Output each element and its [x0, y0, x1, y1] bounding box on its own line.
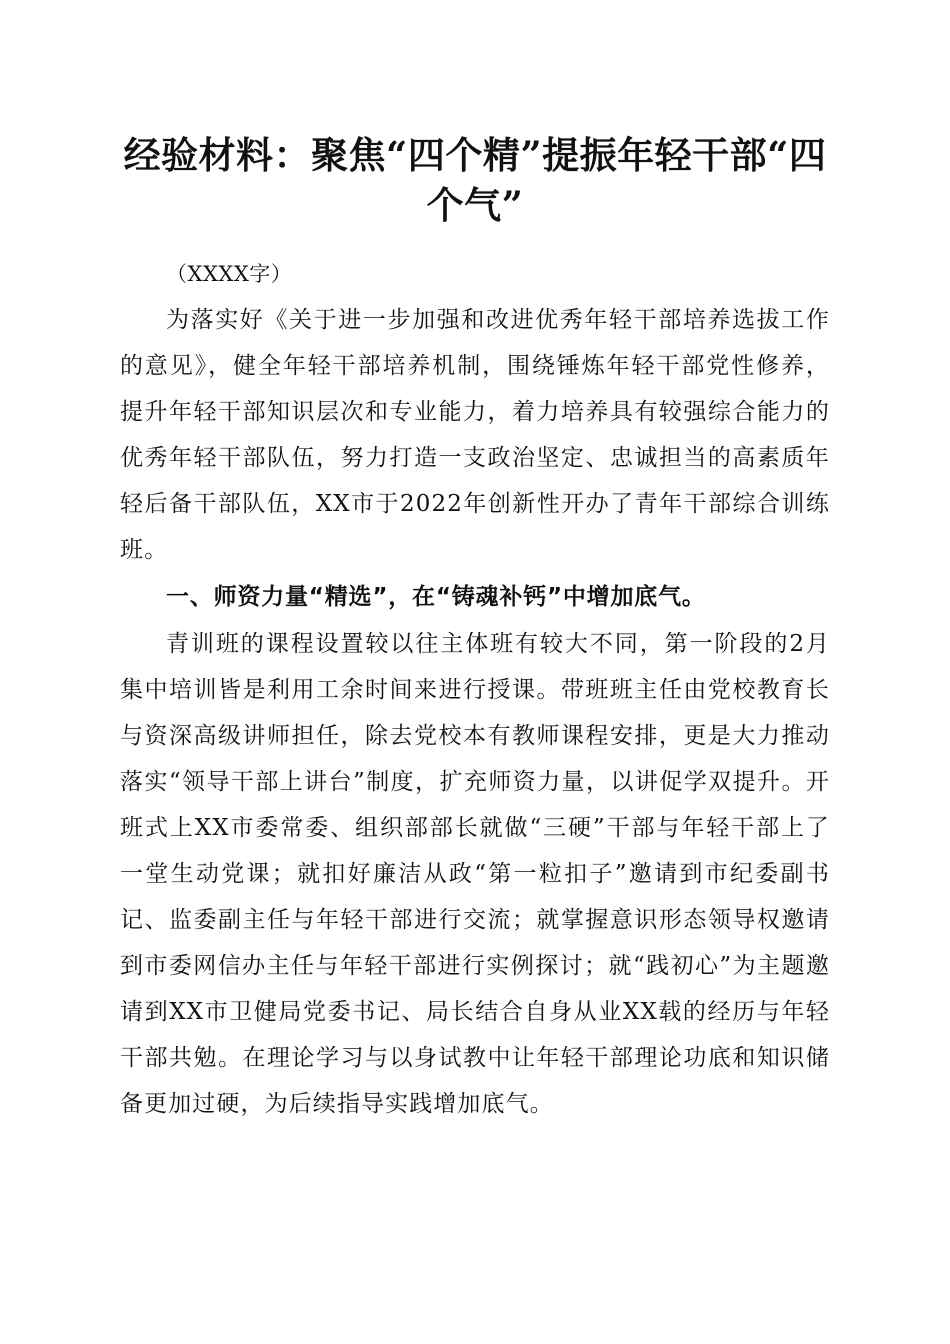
- word-count-note: （XXXX字）: [166, 262, 293, 286]
- document-body: [120, 251, 830, 1127]
- section-1-paragraph: 青训班的课程设置较以往主体班有较大不同，第一阶段的2月集中培训皆是利用工余时间来进行授课。带班班主任由党校教育长与资深高级讲师担任，除去党校本有教师课程安排，更是大力推动落实“领导干部上讲台”制度，扩充师资力量，以讲促学双提升。开班式上XX市委常委、组织部部长就做“三硬”干部与年轻干部上了一堂生动党课；就扣好廉洁从政“第一粒扣子”邀请到市纪委副书记、监委副主任与年轻干部进行交流；就掌握意识形态领导权邀请到市委网信办主任与年轻干部进行实例探讨；就“践初心”为主题邀请到XX市卫健局党委书记、局长结合自身从业XX载的经历与年轻干部共勉。在理论学习与以身试教中让年轻干部理论功底和知识储备更加过硬，为后续指导实践增加底气。: [120, 631, 830, 1117]
- document-title: 经验材料：聚焦“四个精”提振年轻干部“四个气”: [123, 133, 827, 227]
- intro-paragraph: 为落实好《关于进一步加强和改进优秀年轻干部培养选拔工作的意见》，健全年轻干部培养机制，围绕锤炼年轻干部党性修养，提升年轻干部知识层次和专业能力，着力培养具有较强综合能力的优秀年轻干部队伍，努力打造一支政治坚定、忠诚担当的高素质年轻后备干部队伍，XX市于2022年创新性开办了青年干部综合训练班。: [120, 307, 830, 563]
- section-1-heading: 一、师资力量“精选”，在“铸魂补钙”中增加底气。: [166, 584, 706, 610]
